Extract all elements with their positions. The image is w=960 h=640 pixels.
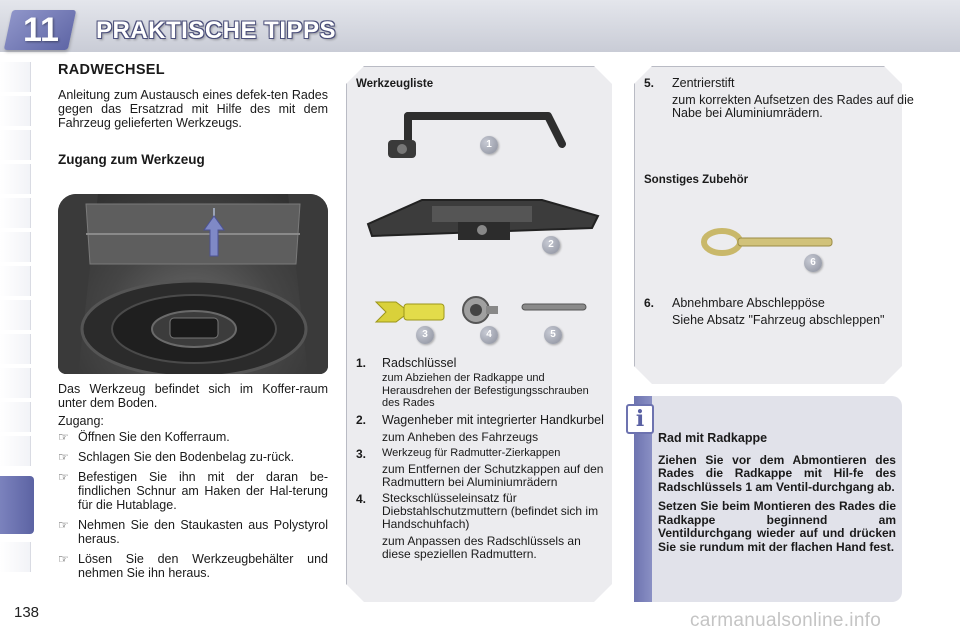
chapter-tab[interactable]: [0, 164, 31, 194]
info-paragraph: Setzen Sie beim Montieren des Rades die Radkappe beginnend am Ventildurchgang wieder auf und drücken Sie sie rundum mit der flachen Hand fest.: [658, 499, 896, 554]
list-item: ☞ Nehmen Sie den Staukasten aus Polystyrol heraus.: [58, 518, 328, 546]
tool-list: [356, 356, 606, 564]
chapter-tab[interactable]: [0, 232, 31, 262]
callout-5: 5: [544, 326, 562, 344]
list-item: 1. Radschlüssel zum Abziehen der Radkappe und Herausdrehen der Befestigungsschrauben des Rades: [356, 356, 589, 409]
location-text: Das Werkzeug befindet sich im Koffer-raum unter dem Boden.: [58, 382, 328, 410]
chapter-tab-strip: [0, 62, 34, 582]
towing-eye-image: [700, 226, 836, 258]
hubcap-tool-image: [374, 294, 450, 330]
list-item: 5. Zentrierstift zum korrekten Aufsetzen des Rades auf die Nabe bei Aluminiumrädern.: [644, 76, 914, 120]
pointing-hand-icon: ☞: [58, 450, 69, 464]
callout-4: 4: [480, 326, 498, 344]
wheel-wrench-image: [378, 108, 578, 164]
chapter-tab[interactable]: [0, 198, 31, 228]
list-item: 6. Abnehmbare Abschleppöse Siehe Absatz "Fahrzeug abschleppen": [644, 296, 885, 327]
info-icon: i: [626, 404, 654, 434]
callout-6: 6: [804, 254, 822, 272]
chapter-tab[interactable]: [0, 300, 31, 330]
list-item: ☞ Lösen Sie den Werkzeugbehälter und nehmen Sie ihn heraus.: [58, 552, 328, 580]
pointing-hand-icon: ☞: [58, 430, 69, 444]
callout-2: 2: [542, 236, 560, 254]
accessories-heading: Sonstiges Zubehör: [644, 174, 749, 186]
callout-3: 3: [416, 326, 434, 344]
left-column-bottom: [58, 382, 328, 586]
page-title: PRAKTISCHE TIPPS: [96, 17, 337, 44]
pointing-hand-icon: ☞: [58, 552, 69, 566]
list-item: ☞ Befestigen Sie ihn mit der daran be-findlichen Schnur am Haken der Hal-terung für die Hutablage.: [58, 470, 328, 512]
section-heading: RADWECHSEL: [58, 62, 165, 78]
trunk-illustration: [58, 194, 328, 374]
pointing-hand-icon: ☞: [58, 470, 69, 484]
chapter-number: 11: [23, 11, 59, 49]
chapter-tab[interactable]: [0, 266, 31, 296]
access-steps-list: [58, 430, 328, 580]
chapter-tab[interactable]: [0, 62, 31, 92]
pointing-hand-icon: ☞: [58, 518, 69, 532]
list-item: 3. Werkzeug für Radmutter-Zierkappen zum Entfernen der Schutzkappen auf den Radmuttern bei Aluminiumrädern: [356, 446, 604, 489]
trunk-photo: [58, 194, 328, 374]
left-column: [58, 62, 328, 167]
list-item: ☞ Öffnen Sie den Kofferraum.: [58, 430, 230, 444]
info-box-content: [658, 432, 896, 560]
access-label: Zugang:: [58, 414, 104, 428]
page-number: 138: [14, 604, 40, 621]
list-item: 2. Wagenheber mit integrierter Handkurbel zum Anheben des Fahrzeugs: [356, 412, 604, 444]
list-item: 4. Steckschlüsseleinsatz für Diebstahlschutzmuttern (befindet sich im Handschuhfach) zum Anpassen des Radschlüssels an diese speziellen Radmuttern.: [356, 491, 599, 561]
sub-heading: Zugang zum Werkzeug: [58, 152, 205, 167]
chapter-tab[interactable]: [0, 402, 31, 432]
tools-panel-heading: Werkzeugliste: [356, 78, 434, 90]
chapter-tab[interactable]: [0, 334, 31, 364]
centering-pin-image: [520, 300, 590, 314]
chapter-tab[interactable]: [0, 130, 31, 160]
list-item: ☞ Schlagen Sie den Bodenbelag zu-rück.: [58, 450, 295, 464]
info-box-title: Rad mit Radkappe: [658, 431, 768, 445]
chapter-tab[interactable]: [0, 368, 31, 398]
car-jack-image: [362, 186, 602, 244]
info-paragraph: Ziehen Sie vor dem Abmontieren des Rades die Radkappe mit Hil-fe des Radschlüssels 1 am Ventil-durchgang ab.: [658, 452, 896, 494]
socket-adapter-image: [458, 292, 500, 328]
chapter-tab[interactable]: [0, 96, 31, 126]
chapter-tab-active[interactable]: [0, 476, 34, 534]
chapter-tab[interactable]: [0, 436, 31, 466]
watermark: carmanualsonline.info: [690, 610, 882, 631]
chapter-tab[interactable]: [0, 542, 31, 572]
intro-text: Anleitung zum Austausch eines defek-ten Rades gegen das Ersatzrad mit Hilfe des mit dem Fahrzeug gelieferten Werkzeugs.: [58, 88, 328, 130]
callout-1: 1: [480, 136, 498, 154]
